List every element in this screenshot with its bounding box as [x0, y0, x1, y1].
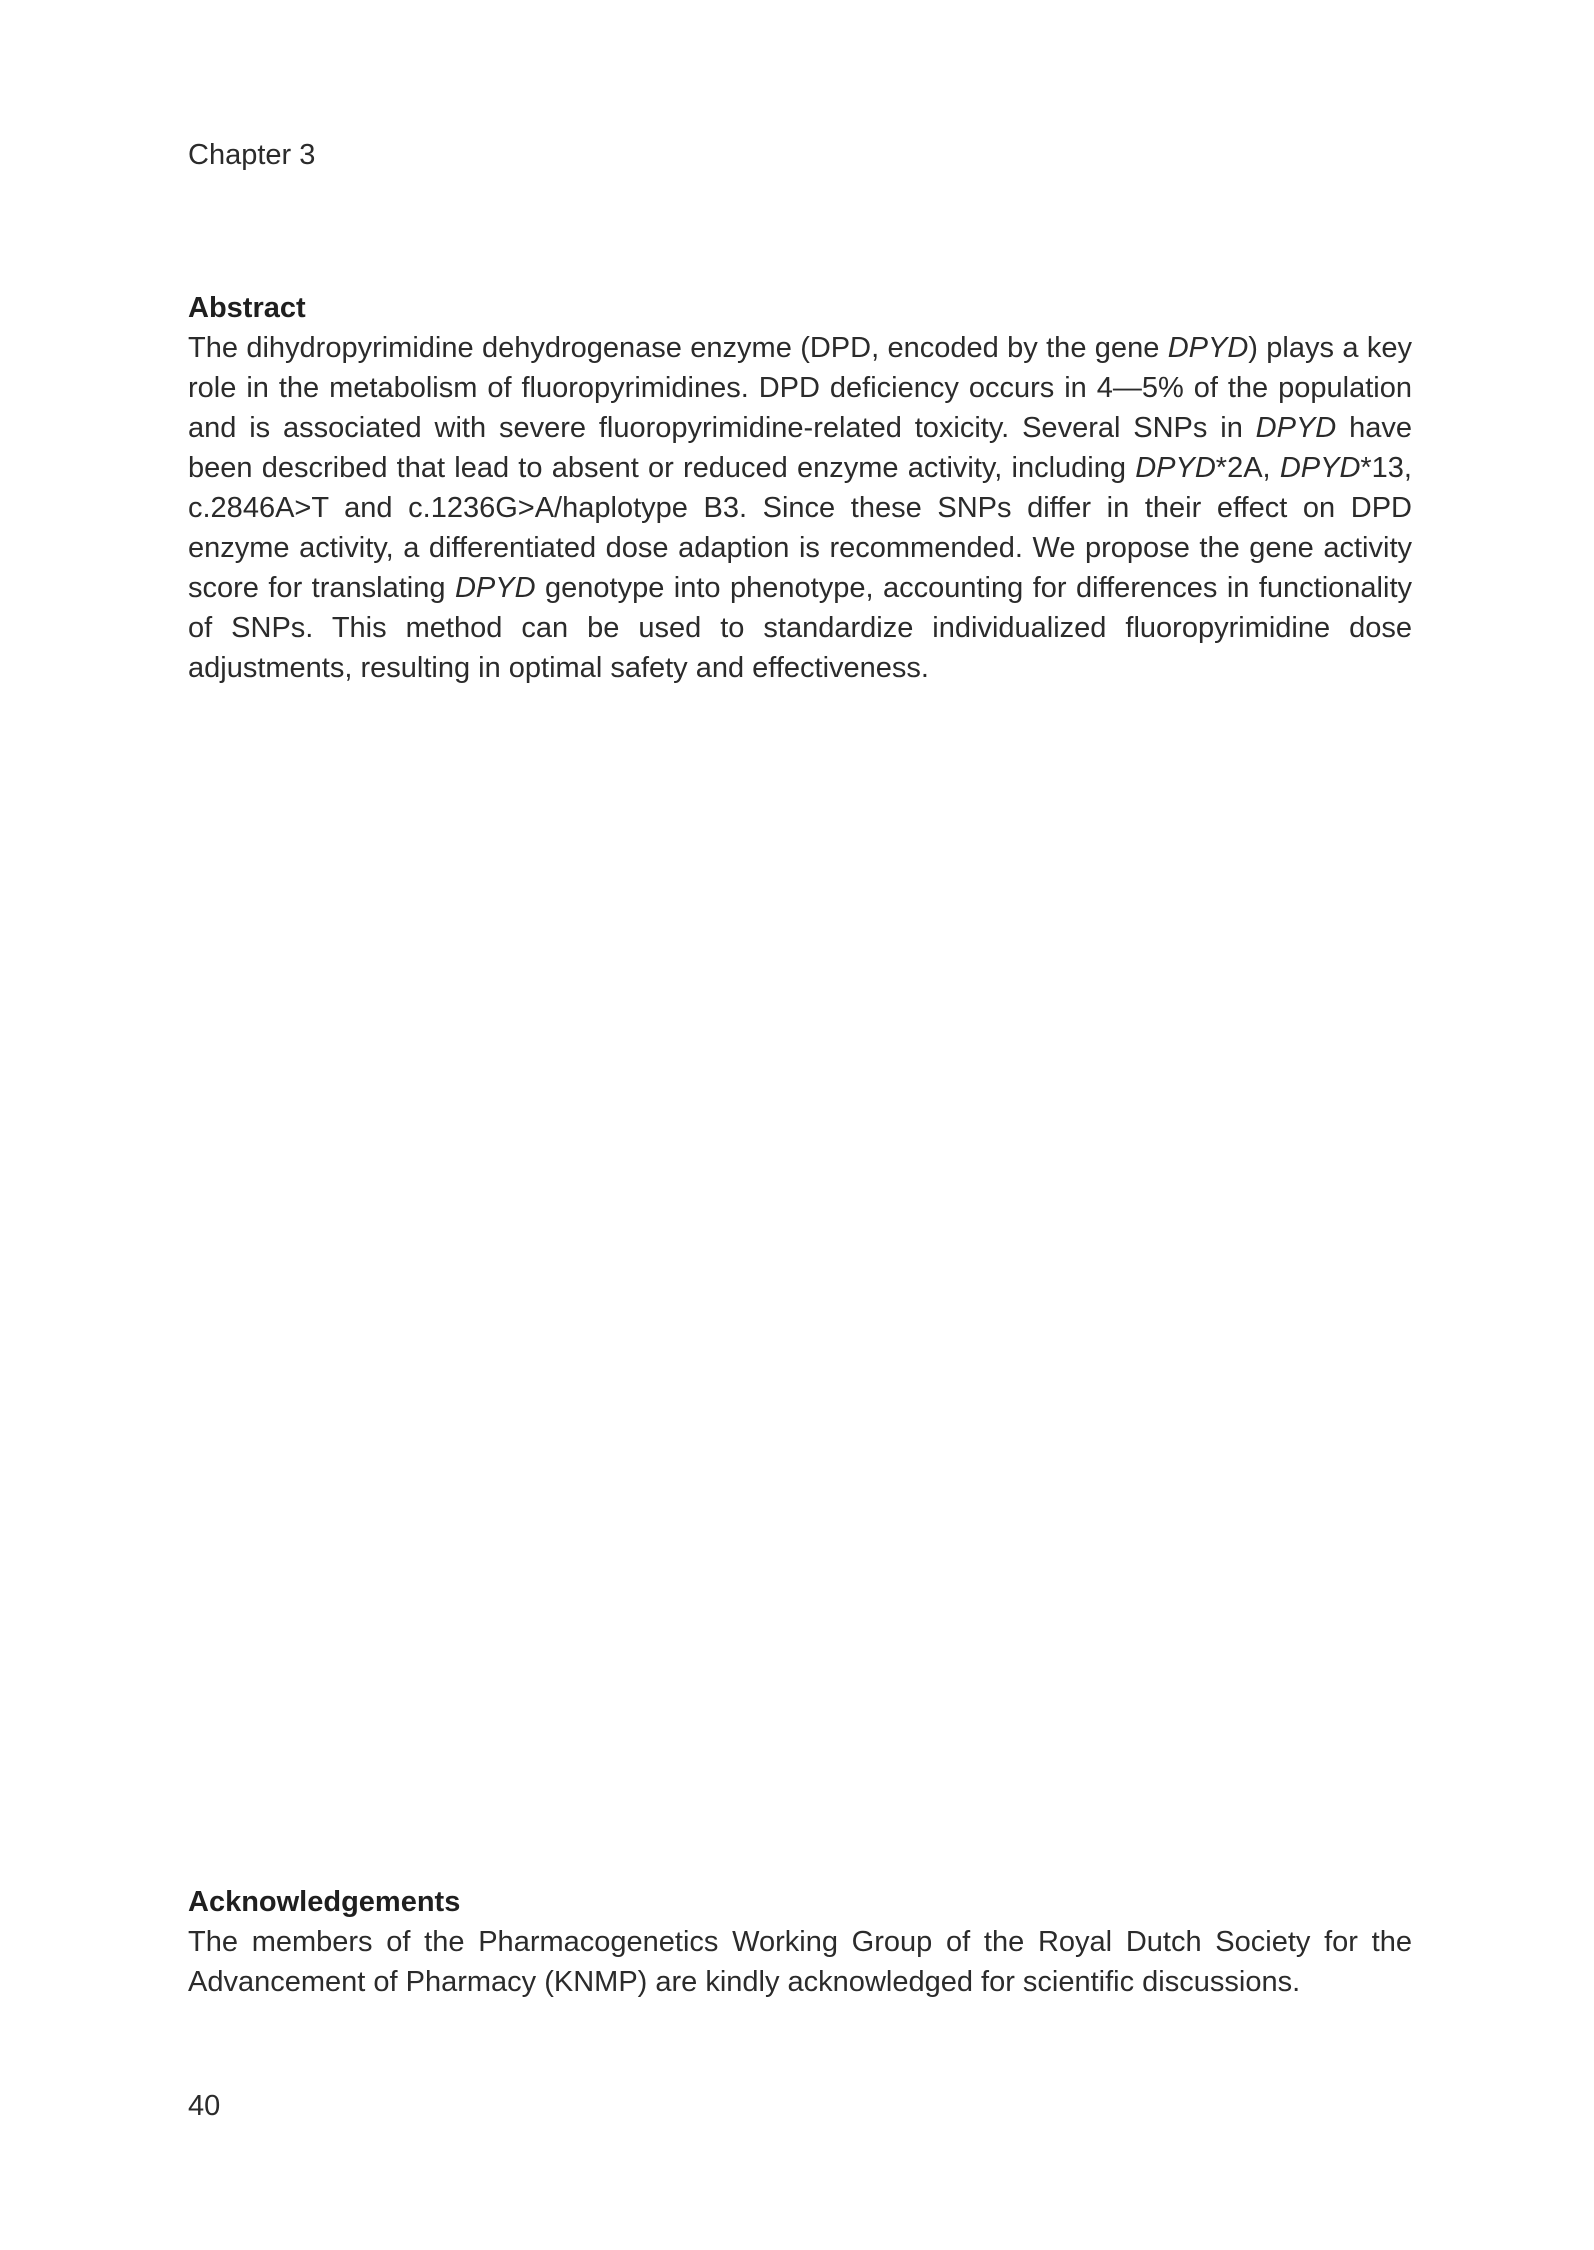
gene-name-italic: DPYD — [1255, 412, 1337, 444]
page-number: 40 — [188, 2090, 221, 2122]
gene-name-italic: DPYD — [1135, 452, 1216, 484]
abstract-text-segment: *2A, — [1215, 452, 1280, 484]
abstract-section — [188, 288, 1412, 688]
abstract-body — [188, 328, 1412, 688]
abstract-text-segment: genotype into phenotype, accounting for differences in functionality of SNPs. This method can be used to standardize individualized fluoropyrimidine dose adjustments, resulting in optimal safety and effectiveness. — [188, 572, 1412, 684]
acknowledgements-body: The members of the Pharmacogenetics Working Group of the Royal Dutch Society for the Advancement of Pharmacy (KNMP) are kindly acknowledged for scientific discussions. — [188, 1926, 1412, 1998]
acknowledgements-section — [188, 1882, 1412, 2002]
gene-name-italic: DPYD — [1167, 332, 1249, 364]
running-head: Chapter 3 — [188, 139, 316, 171]
abstract-text-segment: ) plays a key role in the metabolism of fluoropyrimidines. DPD deficiency occurs in 4—5% of the population and is associated with severe fluoropyrimidine-related toxicity. Several SNPs in — [188, 332, 1412, 444]
abstract-heading: Abstract — [188, 292, 306, 324]
acknowledgements-heading: Acknowledgements — [188, 1886, 461, 1918]
abstract-text-segment: have been described that lead to absent or reduced enzyme activity, including — [188, 412, 1412, 484]
abstract-text-segment: The dihydropyrimidine dehydrogenase enzyme (DPD, encoded by the gene — [188, 332, 1168, 364]
gene-name-italic: DPYD — [1279, 452, 1361, 484]
gene-name-italic: DPYD — [454, 572, 536, 604]
abstract-text-segment: *13, c.2846A>T and c.1236G>A/haplotype B3. Since these SNPs differ in their effect on DPD enzyme activity, a differentiated dose adaption is recommended. We propose the gene activity score for translating — [188, 452, 1412, 604]
